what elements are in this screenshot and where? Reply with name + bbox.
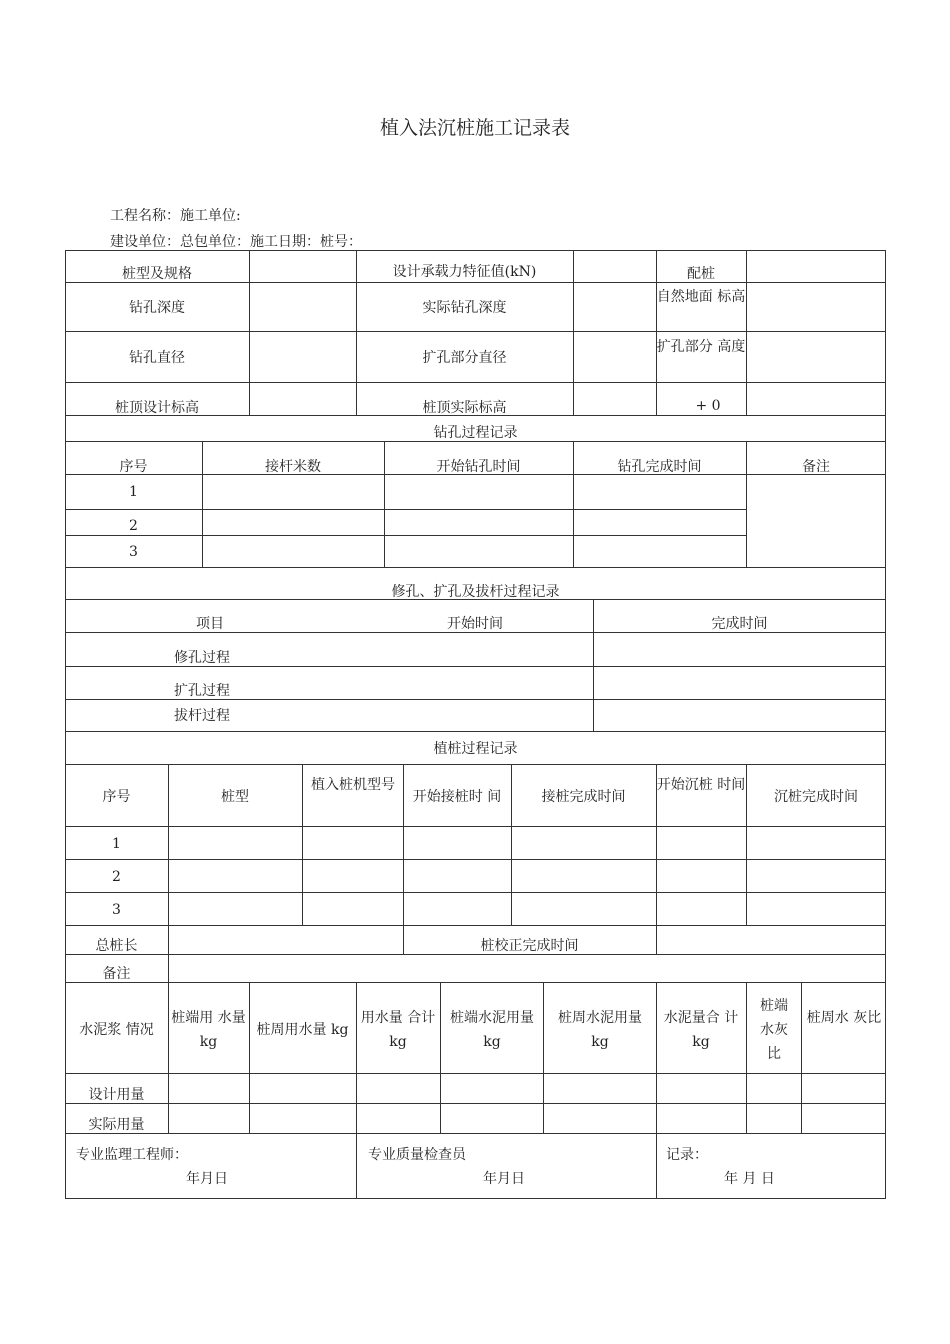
drilling-header-end-time: 钻孔完成时间 <box>617 459 702 475</box>
col-divider <box>249 982 250 1133</box>
cement-header-tip-ratio: 桩端水灰比 <box>760 998 788 1062</box>
row-divider <box>65 509 747 510</box>
col-divider <box>656 982 657 1133</box>
drilling-header-rod-length: 接杆米数 <box>265 459 321 475</box>
repair-item-rod-pulling: 拔杆过程 <box>174 708 230 724</box>
row-divider <box>65 859 886 860</box>
label-design-top-elevation: 桩顶设计标高 <box>115 400 199 416</box>
drilling-row-number: 2 <box>129 518 138 534</box>
col-divider <box>656 1133 657 1199</box>
row-divider <box>65 731 886 732</box>
section-title-repair: 修孔、扩孔及拔杆过程记录 <box>391 584 560 600</box>
planting-header-machine-model: 植入桩机型号 <box>311 777 395 793</box>
col-divider <box>356 982 357 1133</box>
label-actual-top-elevation: 桩顶实际标高 <box>422 400 507 416</box>
cement-header-side-water: 桩周用水量 kg <box>256 1022 349 1038</box>
planting-header-sinking-start: 开始沉桩 时间 <box>656 777 746 793</box>
cement-header-grout: 水泥浆 情况 <box>79 1022 154 1038</box>
col-divider <box>356 1133 357 1199</box>
label-matching-pile: 配桩 <box>687 266 715 282</box>
label-drill-depth: 钻孔深度 <box>129 300 185 316</box>
row-divider <box>65 982 886 983</box>
label-pile-type: 桩型及规格 <box>122 266 192 282</box>
cement-header-cement-total: 水泥量合 计kg <box>663 1010 739 1050</box>
repair-header-item: 项目 <box>196 616 224 632</box>
repair-item-hole-repair: 修孔过程 <box>174 650 230 666</box>
row-divider <box>65 567 886 568</box>
col-divider <box>543 982 544 1133</box>
drilling-header-seq: 序号 <box>119 459 148 475</box>
repair-header-end-time: 完成时间 <box>711 616 768 632</box>
col-divider <box>440 982 441 1133</box>
header-line-project: 工程名称：施工单位: <box>110 208 241 224</box>
label-drill-diameter: 钻孔直径 <box>129 350 185 366</box>
row-divider <box>65 1073 886 1074</box>
row-divider <box>65 925 886 926</box>
cement-row-actual: 实际用量 <box>88 1117 145 1133</box>
planting-row-number: 2 <box>112 869 121 885</box>
section-title-drilling: 钻孔过程记录 <box>433 425 518 441</box>
col-divider <box>168 954 169 982</box>
planting-row-number: 1 <box>112 836 121 852</box>
page-title: 植入法沉桩施工记录表 <box>379 117 570 139</box>
col-divider <box>302 764 303 925</box>
col-divider <box>249 250 250 415</box>
planting-row-number: 3 <box>112 902 121 918</box>
row-divider <box>65 382 886 383</box>
repair-item-hole-reaming: 扩孔过程 <box>174 683 230 699</box>
drilling-row-number: 1 <box>129 484 138 500</box>
planting-header-sinking-end: 沉桩完成时间 <box>774 789 858 805</box>
col-divider <box>573 250 574 415</box>
row-divider <box>65 764 886 765</box>
label-correction-time: 桩校正完成时间 <box>480 938 579 954</box>
label-ground-elevation: 自然地面 标高 <box>656 289 746 305</box>
drilling-header-remarks: 备注 <box>802 459 830 475</box>
cement-header-side-cement: 桩周水泥用量kg <box>558 1010 642 1050</box>
drilling-header-start-time: 开始钻孔时间 <box>436 459 521 475</box>
signature-supervisor: 专业监理工程师： <box>76 1147 188 1163</box>
col-divider <box>746 982 747 1133</box>
section-title-planting: 植桩过程记录 <box>433 741 518 757</box>
plus-zero-value: + 0 <box>695 398 721 414</box>
col-divider <box>746 250 747 415</box>
planting-header-splice-end: 接桩完成时间 <box>541 789 626 805</box>
col-divider <box>168 982 169 1133</box>
cement-header-tip-water: 桩端用 水量kg <box>171 1010 246 1050</box>
cement-header-tip-cement: 桩端水泥用量kg <box>450 1010 534 1050</box>
signature-recorder: 记录： <box>666 1147 708 1163</box>
planting-header-seq: 序号 <box>102 789 131 805</box>
col-divider <box>656 925 657 954</box>
label-remarks: 备注 <box>102 966 131 982</box>
drilling-row-number: 3 <box>129 544 138 560</box>
label-reamed-diameter: 扩孔部分直径 <box>422 350 507 366</box>
label-actual-drill-depth: 实际钻孔深度 <box>422 300 507 316</box>
col-divider <box>801 982 802 1133</box>
label-total-pile-length: 总桩长 <box>95 938 138 954</box>
repair-header-start-time: 开始时间 <box>447 616 503 632</box>
signature-inspector: 专业质量检查员 <box>368 1147 466 1163</box>
col-divider <box>168 925 169 954</box>
planting-header-pile-type: 桩型 <box>221 789 249 805</box>
row-divider <box>65 331 886 332</box>
cement-header-water-total: 用水量 合计kg <box>360 1010 436 1050</box>
label-design-capacity: 设计承载力特征值(kN) <box>392 264 537 280</box>
cement-header-side-ratio: 桩周水 灰比 <box>806 1010 882 1026</box>
row-divider <box>65 1103 886 1104</box>
label-reamed-height: 扩孔部分 高度 <box>656 339 746 355</box>
header-line-construction: 建设单位：总包单位：施工日期：桩号： <box>110 234 362 250</box>
cement-row-design: 设计用量 <box>88 1087 145 1103</box>
signature-date-supervisor: 年月日 <box>186 1171 228 1187</box>
signature-date-inspector: 年月日 <box>483 1171 525 1187</box>
row-divider <box>65 1133 886 1134</box>
row-divider <box>65 826 886 827</box>
row-divider <box>65 892 886 893</box>
signature-date-recorder: 年 月 日 <box>724 1171 775 1187</box>
planting-header-splice-start: 开始接桩时 间 <box>412 789 502 805</box>
